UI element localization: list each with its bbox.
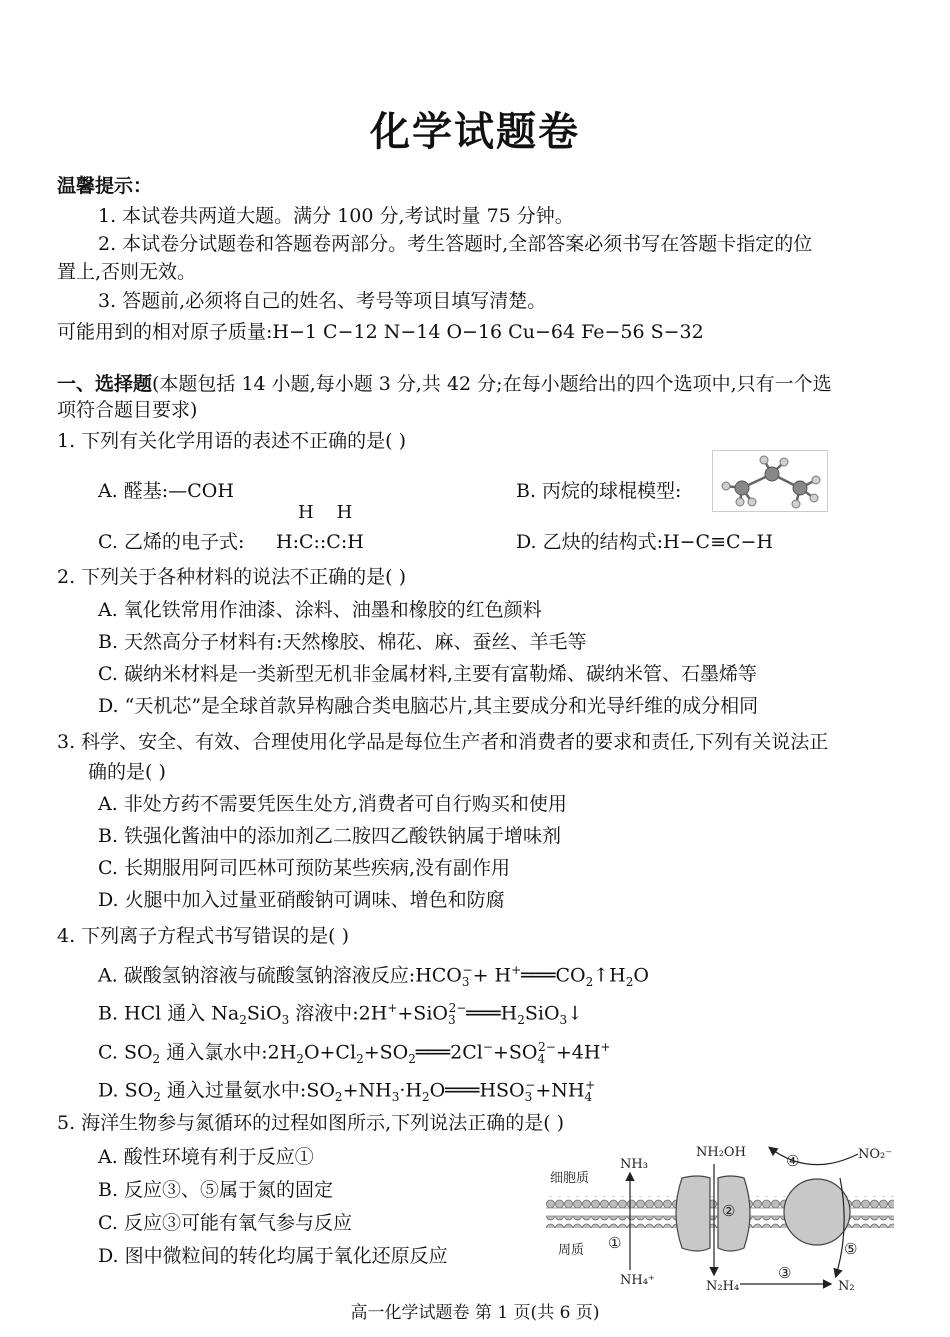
q4-c-label: C. SO	[98, 1041, 153, 1064]
section1-line2: 项符合题目要求)	[57, 399, 198, 421]
q3-option-b: B. 铁强化酱油中的添加剂乙二胺四乙酸铁钠属于增味剂	[98, 825, 562, 847]
q3-stem-line2: 确的是( )	[88, 761, 166, 783]
q5-option-b: B. 反应③、⑤属于氮的固定	[98, 1179, 334, 1201]
nh2oh-label: NH₂OH	[696, 1145, 746, 1160]
q2-option-b: B. 天然高分子材料有:天然橡胶、棉花、麻、蚕丝、羊毛等	[98, 631, 587, 653]
q1-stem: 1. 下列有关化学用语的表述不正确的是( )	[57, 430, 407, 452]
q2-option-c: C. 碳纳米材料是一类新型无机非金属材料,主要有富勒烯、碳纳米管、石墨烯等	[98, 663, 757, 685]
nh3-label: NH₃	[620, 1157, 648, 1172]
q4-b-label: B. HCl 通入 Na	[98, 1002, 240, 1025]
q3-option-c: C. 长期服用阿司匹林可预防某些疾病,没有副作用	[98, 857, 510, 879]
reaction-3-marker: ③	[778, 1264, 792, 1282]
q1-option-c: C. 乙烯的电子式:	[98, 531, 245, 553]
reaction-1-marker: ①	[608, 1234, 622, 1252]
q3-option-d: D. 火腿中加入过量亚硝酸钠可调味、增色和防腐	[98, 889, 505, 911]
q5-stem: 5. 海洋生物参与氮循环的过程如图所示,下列说法正确的是( )	[57, 1112, 565, 1134]
q2-option-a: A. 氧化铁常用作油漆、涂料、油墨和橡胶的红色颜料	[98, 599, 542, 621]
q1-option-d: D. 乙炔的结构式:H−C≡C−H	[516, 531, 774, 553]
q4-a-label: A. 碳酸氢钠溶液与硫酸氢钠溶液反应:	[98, 964, 416, 987]
tip-item-3: 3. 答题前,必须将自己的姓名、考号等项目填写清楚。	[98, 290, 547, 312]
section1-heading: 一、选择题	[57, 373, 153, 395]
q2-stem: 2. 下列关于各种材料的说法不正确的是( )	[57, 566, 407, 588]
q4-stem: 4. 下列离子方程式书写错误的是( )	[57, 925, 350, 947]
nitrogen-cycle-diagram	[540, 1138, 900, 1298]
q4-option-c: C. $SO_2$ 通入氯水中$:2H_2O+Cl_2+SO_2═══2Cl^-+SO_4^{2-}+4H^+$	[98, 1040, 611, 1067]
tip-item-2: 2. 本试卷分试题卷和答题卷两部分。考生答题时,全部答案必须书写在答题卡指定的位	[98, 233, 813, 255]
section1-line1	[57, 370, 832, 398]
q4-option-d: D. $SO_2$ 通入过量氨水中$:SO_2+NH_3\cdot H_2O═══HSO_3^-+NH_4^+$	[98, 1078, 596, 1105]
q1-option-a: A. 醛基:—COH	[98, 480, 234, 502]
atomic-mass-line: 可能用到的相对原子质量:H−1 C−12 N−14 O−16 Cu−64 Fe−56 S−32	[57, 321, 704, 343]
q4-d-label: D. SO	[98, 1079, 154, 1102]
no2-label: NO₂⁻	[858, 1147, 893, 1162]
q2-option-d: D. “天机芯”是全球首款异构融合类电脑芯片,其主要成分和光导纤维的成分相同	[98, 695, 759, 717]
n2-label: N₂	[838, 1279, 855, 1294]
ethylene-electron-formula: H:C::C:H	[276, 531, 364, 553]
q4-option-a: A. 碳酸氢钠溶液与硫酸氢钠溶液反应$:HCO_3^-+$ $H^+═══CO_2↑H_2O$	[98, 963, 649, 990]
cytoplasm-label: 细胞质	[550, 1171, 590, 1186]
propane-ball-stick-model	[712, 450, 828, 512]
q3-stem-line1: 3. 科学、安全、有效、合理使用化学品是每位生产者和消费者的要求和责任,下列有关说法正	[57, 731, 829, 753]
reaction-4-marker: ④	[786, 1152, 800, 1170]
tip-item-1: 1. 本试卷共两道大题。满分 100 分,考试时量 75 分钟。	[98, 205, 574, 227]
q1-option-b: B. 丙烷的球棍模型:	[516, 480, 682, 502]
periplasm-label: 周质	[558, 1243, 585, 1258]
section1-desc: (本题包括 14 小题,每小题 3 分,共 42 分;在每小题给出的四个选项中,只有一个选	[152, 373, 832, 395]
reaction-5-marker: ⑤	[844, 1240, 858, 1258]
q5-option-a: A. 酸性环境有利于反应①	[98, 1146, 314, 1168]
nh4-label: NH₄⁺	[620, 1273, 655, 1288]
reaction-2-marker: ②	[722, 1202, 736, 1220]
q3-option-a: A. 非处方药不需要凭医生处方,消费者可自行购买和使用	[98, 793, 567, 815]
n2h4-label: N₂H₄	[706, 1279, 740, 1294]
tip-item-2-cont: 置上,否则无效。	[57, 261, 197, 283]
q4-option-b: B. HCl 通入 $Na_2SiO_3$ 溶液中$:2H^++SiO_3^{2-}═══H_2SiO_3↓$	[98, 1001, 584, 1028]
page-title: 化学试题卷	[370, 109, 580, 155]
q5-option-c: C. 反应③可能有氧气参与反应	[98, 1212, 352, 1234]
tips-heading: 温馨提示：	[57, 175, 153, 197]
page-footer: 高一化学试题卷 第 1 页(共 6 页)	[350, 1303, 600, 1323]
ethylene-h-top: H H	[298, 502, 353, 523]
q5-option-d: D. 图中微粒间的转化均属于氧化还原反应	[98, 1245, 448, 1267]
